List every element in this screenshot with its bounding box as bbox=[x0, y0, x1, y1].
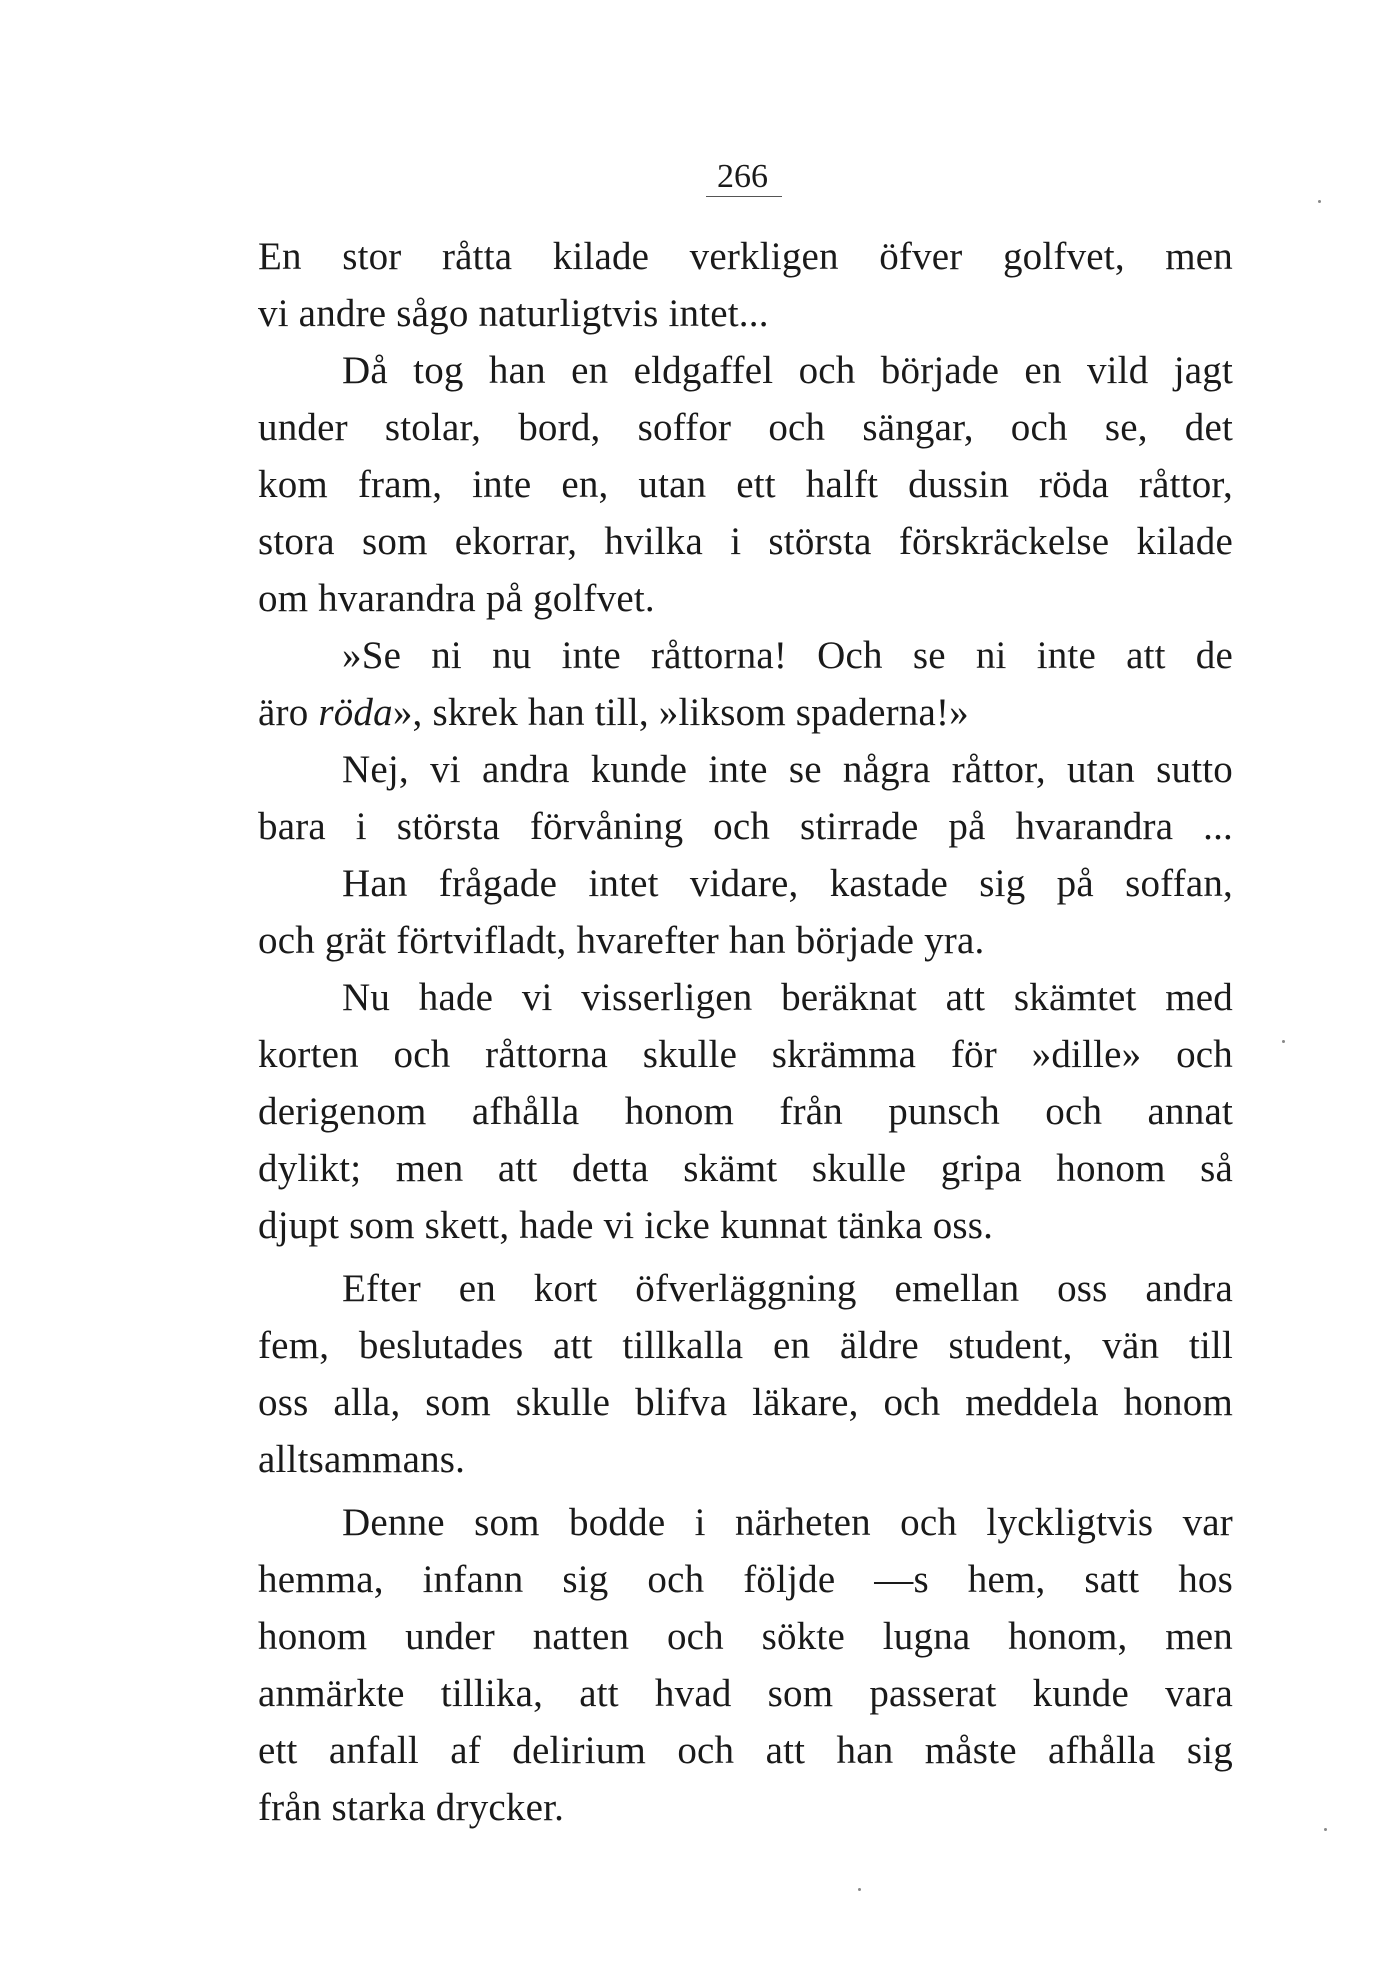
text-line: från starka drycker. bbox=[258, 1786, 565, 1829]
text-line: derigenom afhålla honom från punsch och annat bbox=[258, 1090, 1233, 1133]
text-line: om hvarandra på golfvet. bbox=[258, 577, 655, 620]
page-number: 266 bbox=[717, 158, 768, 195]
scan-speck bbox=[1318, 200, 1321, 203]
emphasis-word: röda bbox=[318, 691, 393, 734]
text-line: korten och råttorna skulle skrämma för »dille» och bbox=[258, 1033, 1233, 1076]
text-line: honom under natten och sökte lugna honom, men bbox=[258, 1615, 1233, 1658]
page-number-underline bbox=[706, 196, 782, 197]
text-line: »Se ni nu inte råttorna! Och se ni inte att de bbox=[342, 634, 1233, 677]
text-line: kom fram, inte en, utan ett halft dussin röda råttor, bbox=[258, 463, 1233, 506]
text-line: och grät förtvifladt, hvarefter han började yra. bbox=[258, 919, 985, 962]
body-text bbox=[258, 228, 1233, 1836]
text-line: Nej, vi andra kunde inte se några råttor, utan sutto bbox=[342, 748, 1233, 791]
text-line: Nu hade vi visserligen beräknat att skämtet med bbox=[342, 976, 1233, 1019]
scan-speck bbox=[1282, 1040, 1285, 1043]
text-line bbox=[258, 684, 1233, 741]
scan-speck bbox=[858, 1888, 861, 1891]
text-line: Då tog han en eldgaffel och började en vild jagt bbox=[342, 349, 1233, 392]
text-line: under stolar, bord, soffor och sängar, och se, det bbox=[258, 406, 1233, 449]
text-line: bara i största förvåning och stirrade på hvarandra ... bbox=[258, 805, 1233, 848]
scan-speck bbox=[1324, 1828, 1327, 1831]
text-line: hemma, infann sig och följde —s hem, satt hos bbox=[258, 1558, 1233, 1601]
text-segment: äro bbox=[258, 691, 319, 734]
text-line: anmärkte tillika, att hvad som passerat kunde vara bbox=[258, 1672, 1233, 1715]
text-line: Han frågade intet vidare, kastade sig på soffan, bbox=[342, 862, 1233, 905]
text-line: oss alla, som skulle blifva läkare, och meddela honom bbox=[258, 1381, 1233, 1424]
text-line: ett anfall af delirium och att han måste afhålla sig bbox=[258, 1729, 1233, 1772]
text-line: stora som ekorrar, hvilka i största förskräckelse kilade bbox=[258, 520, 1233, 563]
text-line: vi andre sågo naturligtvis intet... bbox=[258, 292, 769, 335]
text-line: djupt som skett, hade vi icke kunnat tänka oss. bbox=[258, 1204, 994, 1247]
text-line: En stor råtta kilade verkligen öfver golfvet, men bbox=[258, 235, 1233, 278]
text-line: Efter en kort öfverläggning emellan oss andra bbox=[342, 1267, 1233, 1310]
text-line: Denne som bodde i närheten och lyckligtvis var bbox=[342, 1501, 1233, 1544]
text-line: dylikt; men att detta skämt skulle gripa honom så bbox=[258, 1147, 1233, 1190]
text-segment: », skrek han till, »liksom spaderna!» bbox=[392, 691, 969, 734]
text-line: alltsammans. bbox=[258, 1438, 466, 1481]
text-line: fem, beslutades att tillkalla en äldre student, vän till bbox=[258, 1324, 1233, 1367]
